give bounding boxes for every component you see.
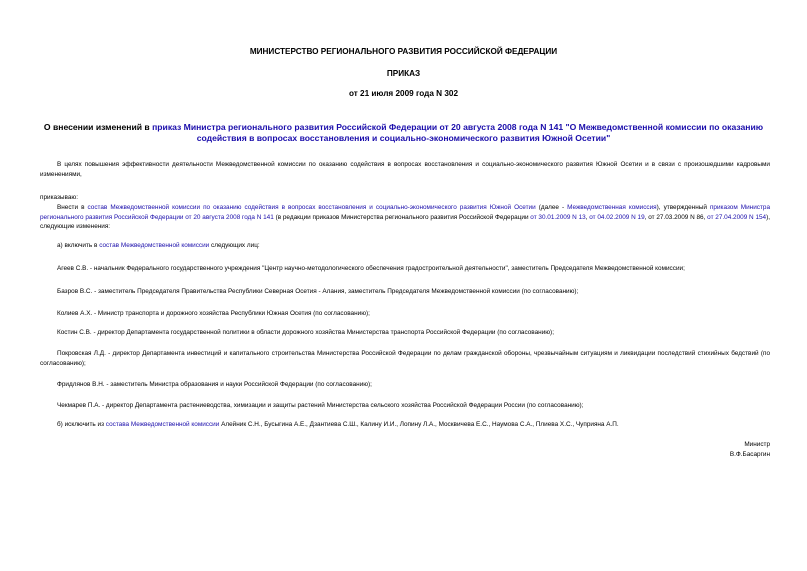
order-154-link[interactable]: от 27.04.2009 N 154	[707, 213, 767, 221]
member-item: Чекмарев П.А. - директор Департамента растениеводства, химизации и защиты растений Министерства сельского хозяйства Российской Федерации России (по согласованию);	[57, 402, 584, 409]
item-a-prefix: а) включить в	[57, 242, 100, 249]
amend-text-5: ,	[585, 213, 590, 221]
order-word: приказываю:	[40, 194, 78, 201]
item-a-commission-link[interactable]: состав Межведомственной комиссии	[99, 242, 210, 249]
commission-composition-link[interactable]: состав Межведомственной комиссии по оказанию содействия в вопросах восстановления и социально-экономического развития Южной Осетии	[87, 204, 536, 211]
amend-paragraph	[40, 203, 770, 232]
signature-name: В.Ф.Басаргин	[729, 451, 770, 458]
member-item: Базров В.С. - заместитель Председателя Правительства Республики Северная Осетия - Алания, заместитель Председателя Межведомственной комиссии (по согласованию);	[57, 288, 579, 295]
amend-text-7: ), следующие изменения:	[40, 213, 771, 231]
doc-type: ПРИКАЗ	[386, 69, 421, 78]
document-title	[40, 122, 767, 144]
signature-position: Министр	[744, 441, 770, 448]
intro-paragraph: В целях повышения эффективности деятельности Межведомственной комиссии по оказанию содействия в вопросах восстановления и социально-экономического развития Южной Осетии и в связи с произошедшими кадровыми изменениями,	[40, 161, 770, 178]
item-a	[40, 241, 770, 251]
signature-block	[730, 440, 770, 460]
doc-date-number: от 21 июля 2009 года N 302	[348, 89, 459, 98]
title-order-link[interactable]: приказ Министра регионального развития Российской Федерации от 20 августа 2008 года N 141 "О Межведомственной комиссии по оказанию содействия в вопросах восстановления и социально-экономического развития Южной Осетии"	[152, 122, 764, 143]
order-13-link[interactable]: от 30.01.2009 N 13	[530, 213, 586, 221]
amend-text-6: , от 27.03.2009 N 86,	[644, 213, 708, 221]
item-b-commission-link[interactable]: состава Межведомственной комиссии	[105, 421, 220, 428]
item-b	[40, 420, 770, 430]
amend-text-2: (далее -	[535, 204, 568, 211]
item-b-prefix: б) исключить из	[57, 421, 106, 428]
member-item: Покровская Л.Д. - директор Департамента инвестиций и капитального строительства Министерства Российской Федерации по делам гражданской обороны, чрезвычайным ситуациям и ликвидации последствий стихийных бедствий (по согласованию);	[40, 350, 770, 367]
commission-link[interactable]: Межведомственная комиссия	[567, 204, 657, 211]
member-item: Агеев С.В. - начальник Федерального государственного учреждения "Центр научно-методологического обеспечения градостроительной деятельности", заместитель Председателя Межведомственной комиссии;	[57, 265, 685, 272]
ministry-header: МИНИСТЕРСТВО РЕГИОНАЛЬНОГО РАЗВИТИЯ РОССИЙСКОЙ ФЕДЕРАЦИИ	[249, 47, 558, 56]
member-item: Костин С.В. - директор Департамента государственной политики в области дорожного хозяйства Министерства транспорта Российской Федерации (по согласованию);	[57, 329, 554, 336]
order-141-link[interactable]: приказом Министра регионального развития Российской Федерации от 20 августа 2008 года N 141	[40, 204, 770, 221]
amend-text-3: ), утвержденный	[656, 204, 710, 211]
member-item: Колиев А.Х. - Министр транспорта и дорожного хозяйства Республики Южная Осетия (по согласованию);	[57, 310, 370, 317]
title-prefix: О внесении изменений в	[43, 122, 153, 132]
amend-text-4: (в редакции приказов Министерства регионального развития Российской Федерации	[273, 213, 531, 221]
item-b-suffix: Алейник С.Н., Бусыгина А.Е., Дзантиева С.Ш., Калину И.И., Лопину Л.А., Москвичева Е.С., Наумова С.А., Плиева Х.С., Чуприяна А.П.	[219, 421, 619, 428]
amend-text-1: Внести в	[57, 204, 88, 211]
order-19-link[interactable]: от 04.02.2009 N 19	[589, 213, 645, 221]
member-item: Фридлянов В.Н. - заместитель Министра образования и науки Российской Федерации (по согласованию);	[57, 381, 372, 388]
item-a-suffix: следующих лиц:	[209, 242, 260, 249]
